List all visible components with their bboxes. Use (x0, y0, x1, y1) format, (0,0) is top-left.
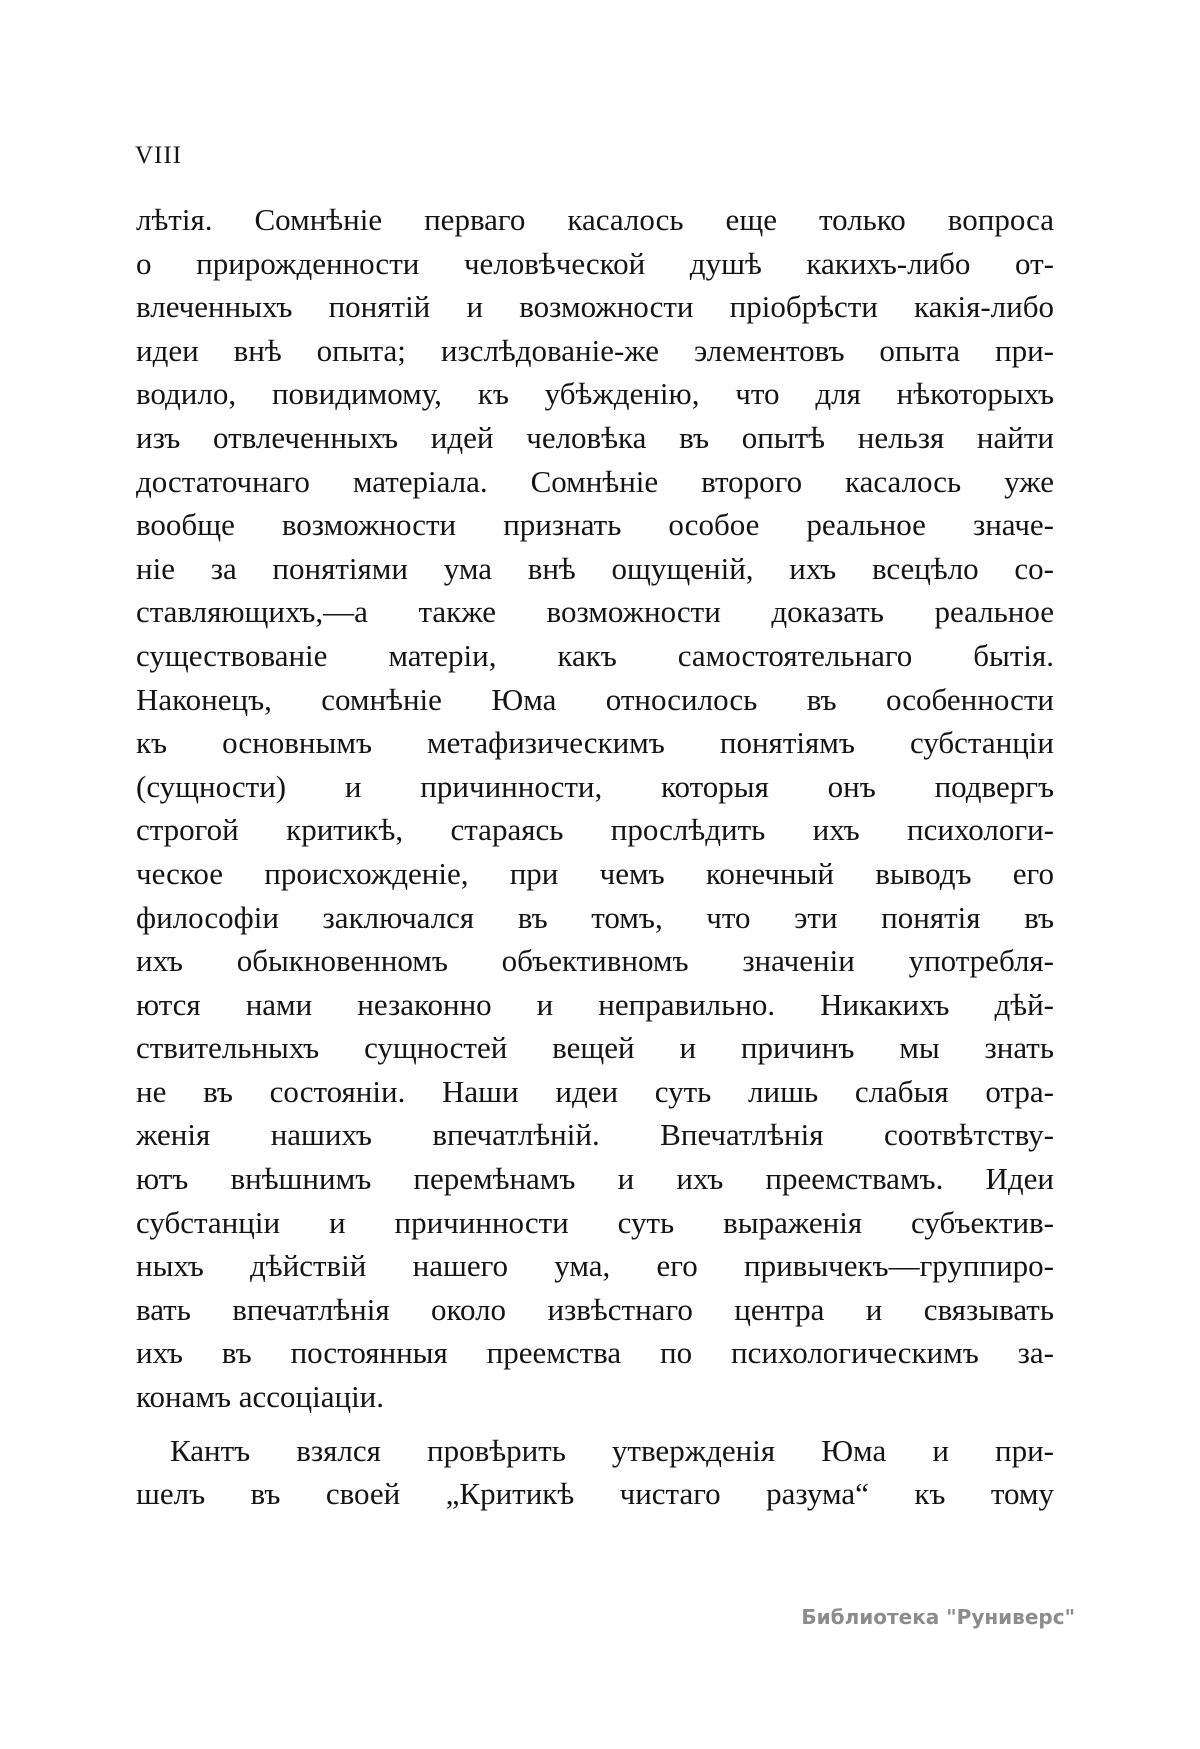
paragraph-gap (136, 1419, 1054, 1429)
text-line: водило, повидимому, къ убѣжденію, что для нѣкоторыхъ (136, 376, 1054, 412)
text-line: женія нашихъ впечатлѣній. Впечатлѣнія соотвѣтству- (136, 1117, 1054, 1153)
text-line: ставляющихъ,—а также возможности доказать реальное (136, 594, 1054, 630)
text-line: философіи заключался въ томъ, что эти понятія въ (136, 899, 1054, 935)
text-line: о прирожденности человѣческой душѣ какихъ-либо от- (136, 245, 1054, 281)
text-line: вообще возможности признать особое реальное значе- (136, 507, 1054, 543)
text-line: ютъ внѣшнимъ перемѣнамъ и ихъ преемствамъ. Идеи (136, 1161, 1054, 1197)
paragraph (136, 198, 1054, 1419)
library-watermark: Библиотека "Руниверс" (801, 1605, 1075, 1629)
text-line: ихъ обыкновенномъ объективномъ значеніи употребля- (136, 943, 1054, 979)
text-line: не въ состояніи. Наши идеи суть лишь слабыя отра- (136, 1073, 1054, 1109)
text-line: (сущности) и причинности, которыя онъ подвергъ (136, 768, 1054, 804)
body-text (136, 198, 1054, 1516)
text-line: Наконецъ, сомнѣніе Юма относилось въ особенности (136, 681, 1054, 717)
text-line: ются нами незаконно и неправильно. Никакихъ дѣй- (136, 986, 1054, 1022)
text-line: субстанціи и причинности суть выраженія субъектив- (136, 1204, 1054, 1240)
text-line: существованіе матеріи, какъ самостоятельнаго бытія. (136, 637, 1054, 673)
text-line: ческое происхожденіе, при чемъ конечный выводъ его (136, 855, 1054, 891)
text-line: ствительныхъ сущностей вещей и причинъ мы знать (136, 1030, 1054, 1066)
text-line: ныхъ дѣйствій нашего ума, его привычекъ—группиро- (136, 1248, 1054, 1284)
text-line: Кантъ взялся провѣрить утвержденія Юма и при- (170, 1432, 1054, 1468)
text-line: влеченныхъ понятій и возможности пріобрѣсти какія-либо (136, 289, 1054, 325)
text-line: ихъ въ постоянныя преемства по психологическимъ за- (136, 1335, 1054, 1371)
text-line: идеи внѣ опыта; изслѣдованіе-же элементовъ опыта при- (136, 332, 1054, 368)
text-line: ніе за понятіями ума внѣ ощущеній, ихъ всецѣло со- (136, 550, 1054, 586)
text-line: конамъ ассоціаціи. (136, 1379, 385, 1415)
text-line: достаточнаго матеріала. Сомнѣніе второго касалось уже (136, 463, 1054, 499)
text-line: шелъ въ своей „Критикѣ чистаго разума“ къ тому (136, 1476, 1054, 1512)
text-line: къ основнымъ метафизическимъ понятіямъ субстанціи (136, 725, 1054, 761)
text-line: строгой критикѣ, стараясь прослѣдить ихъ психологи- (136, 812, 1054, 848)
paragraph (136, 1429, 1054, 1516)
text-line: лѣтія. Сомнѣніе перваго касалось еще только вопроса (136, 202, 1054, 237)
page-number: VIII (135, 142, 183, 169)
text-line: изъ отвлеченныхъ идей человѣка въ опытѣ нельзя найти (136, 419, 1054, 455)
text-line: вать впечатлѣнія около извѣстнаго центра и связывать (136, 1291, 1054, 1327)
